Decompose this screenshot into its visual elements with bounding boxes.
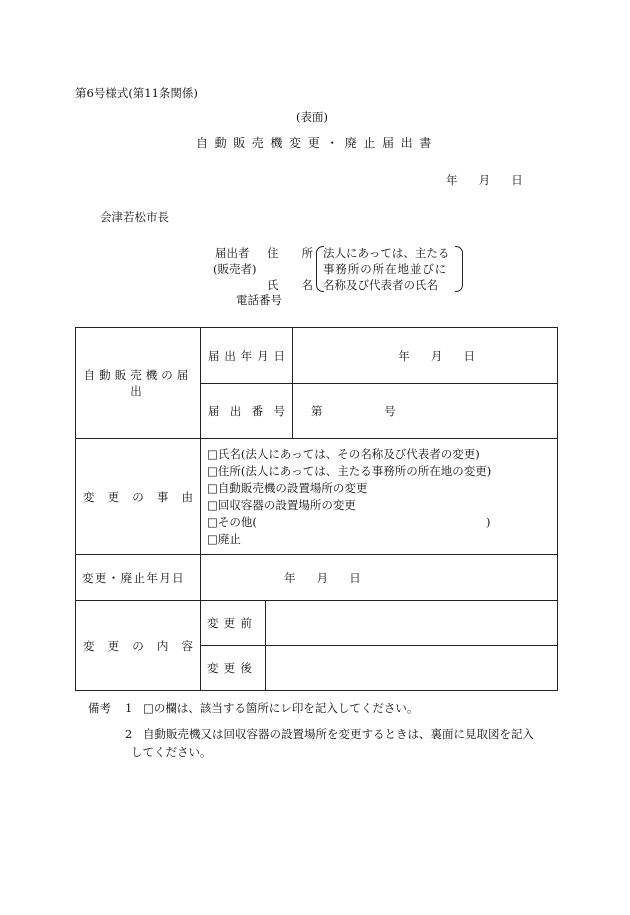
change-date-label-cell [76,555,201,601]
side-label: (表面) [296,110,328,124]
remark-2-number: 2 [125,727,133,741]
remark-1-text: □の欄は、該当する箇所にレ印を記入してください。 [143,701,419,715]
addressee: 会津若松市長 [100,210,169,224]
applicant-note-line-2: 事務所の所在地並びに [323,262,448,276]
before-field[interactable] [266,601,558,646]
reason-label-cell [76,439,201,555]
applicant-note-line-3: 名称及び代表者の氏名 [323,278,438,292]
form-number: 第6号様式(第11条関係) [75,86,198,100]
after-label: 変更後 [207,661,258,675]
reason-options [201,439,558,555]
number-suffix: 号 [384,404,396,418]
notification-label-cell [76,328,201,439]
notification-number-label-cell [201,384,293,439]
reason-vending-location-checkbox[interactable]: □自動販売機の設置場所の変更 [207,480,368,495]
address-label: 住 所 [267,246,313,260]
table-row [76,328,558,384]
reason-other-close: ) [486,514,491,529]
before-label: 変更前 [207,616,258,630]
reason-other-checkbox[interactable] [207,514,557,531]
after-field[interactable] [266,646,558,691]
applicant-note-line-1: 法人にあっては、主たる [323,246,450,260]
notification-date-value: 年 月 日 [398,348,475,363]
date-line: 年 月 日 [446,173,523,187]
reason-other-label: □その他( [207,514,257,529]
right-brace [455,246,463,292]
remark-1-number: 1 [125,701,133,715]
table-row [76,439,558,555]
remarks-label: 備考 [88,701,111,715]
remark-2-continuation: してください。 [131,745,212,759]
content-label: 変 更 の 内 容 [83,638,193,653]
notification-date-label: 届 出 年 月 日 [208,348,285,363]
applicant-role-label: 届出者 [215,246,250,260]
change-date-label: 変更・廃止年月日 [82,570,186,585]
content-label-cell [76,601,201,691]
change-date-field[interactable] [201,555,558,601]
name-label: 氏 名 [267,278,313,292]
reason-container-location-checkbox[interactable]: □回収容器の設置場所の変更 [207,497,356,512]
table-row [76,601,558,646]
notification-number-label: 届 出 番 号 [208,404,285,418]
table-row [76,555,558,601]
reason-name-checkbox[interactable]: □氏名(法人にあっては、その名称及び代表者の変更) [207,446,480,461]
reason-address-checkbox[interactable]: □住所(法人にあっては、主たる事務所の所在地の変更) [207,463,492,478]
number-prefix: 第 [311,404,323,418]
notification-form-table [75,327,558,691]
notification-date-field[interactable] [293,328,558,384]
reason-label: 変 更 の 事 由 [83,489,193,504]
applicant-role-sub: (販売者) [213,262,257,276]
after-label-cell [201,646,266,691]
notification-date-label-cell [201,328,293,384]
reason-abolition-checkbox[interactable]: □廃止 [207,531,241,546]
before-label-cell [201,601,266,646]
notification-label: 自動販売機の届出 [83,368,193,398]
document-title: 自動販売機変更・廃止届出書 [196,136,438,150]
notification-number-field[interactable] [293,384,558,439]
remark-2-text: 自動販売機又は回収容器の設置場所を変更するときは、裏面に見取図を記入 [143,727,534,741]
change-date-value: 年 月 日 [284,570,361,585]
phone-label: 電話番号 [236,293,282,307]
